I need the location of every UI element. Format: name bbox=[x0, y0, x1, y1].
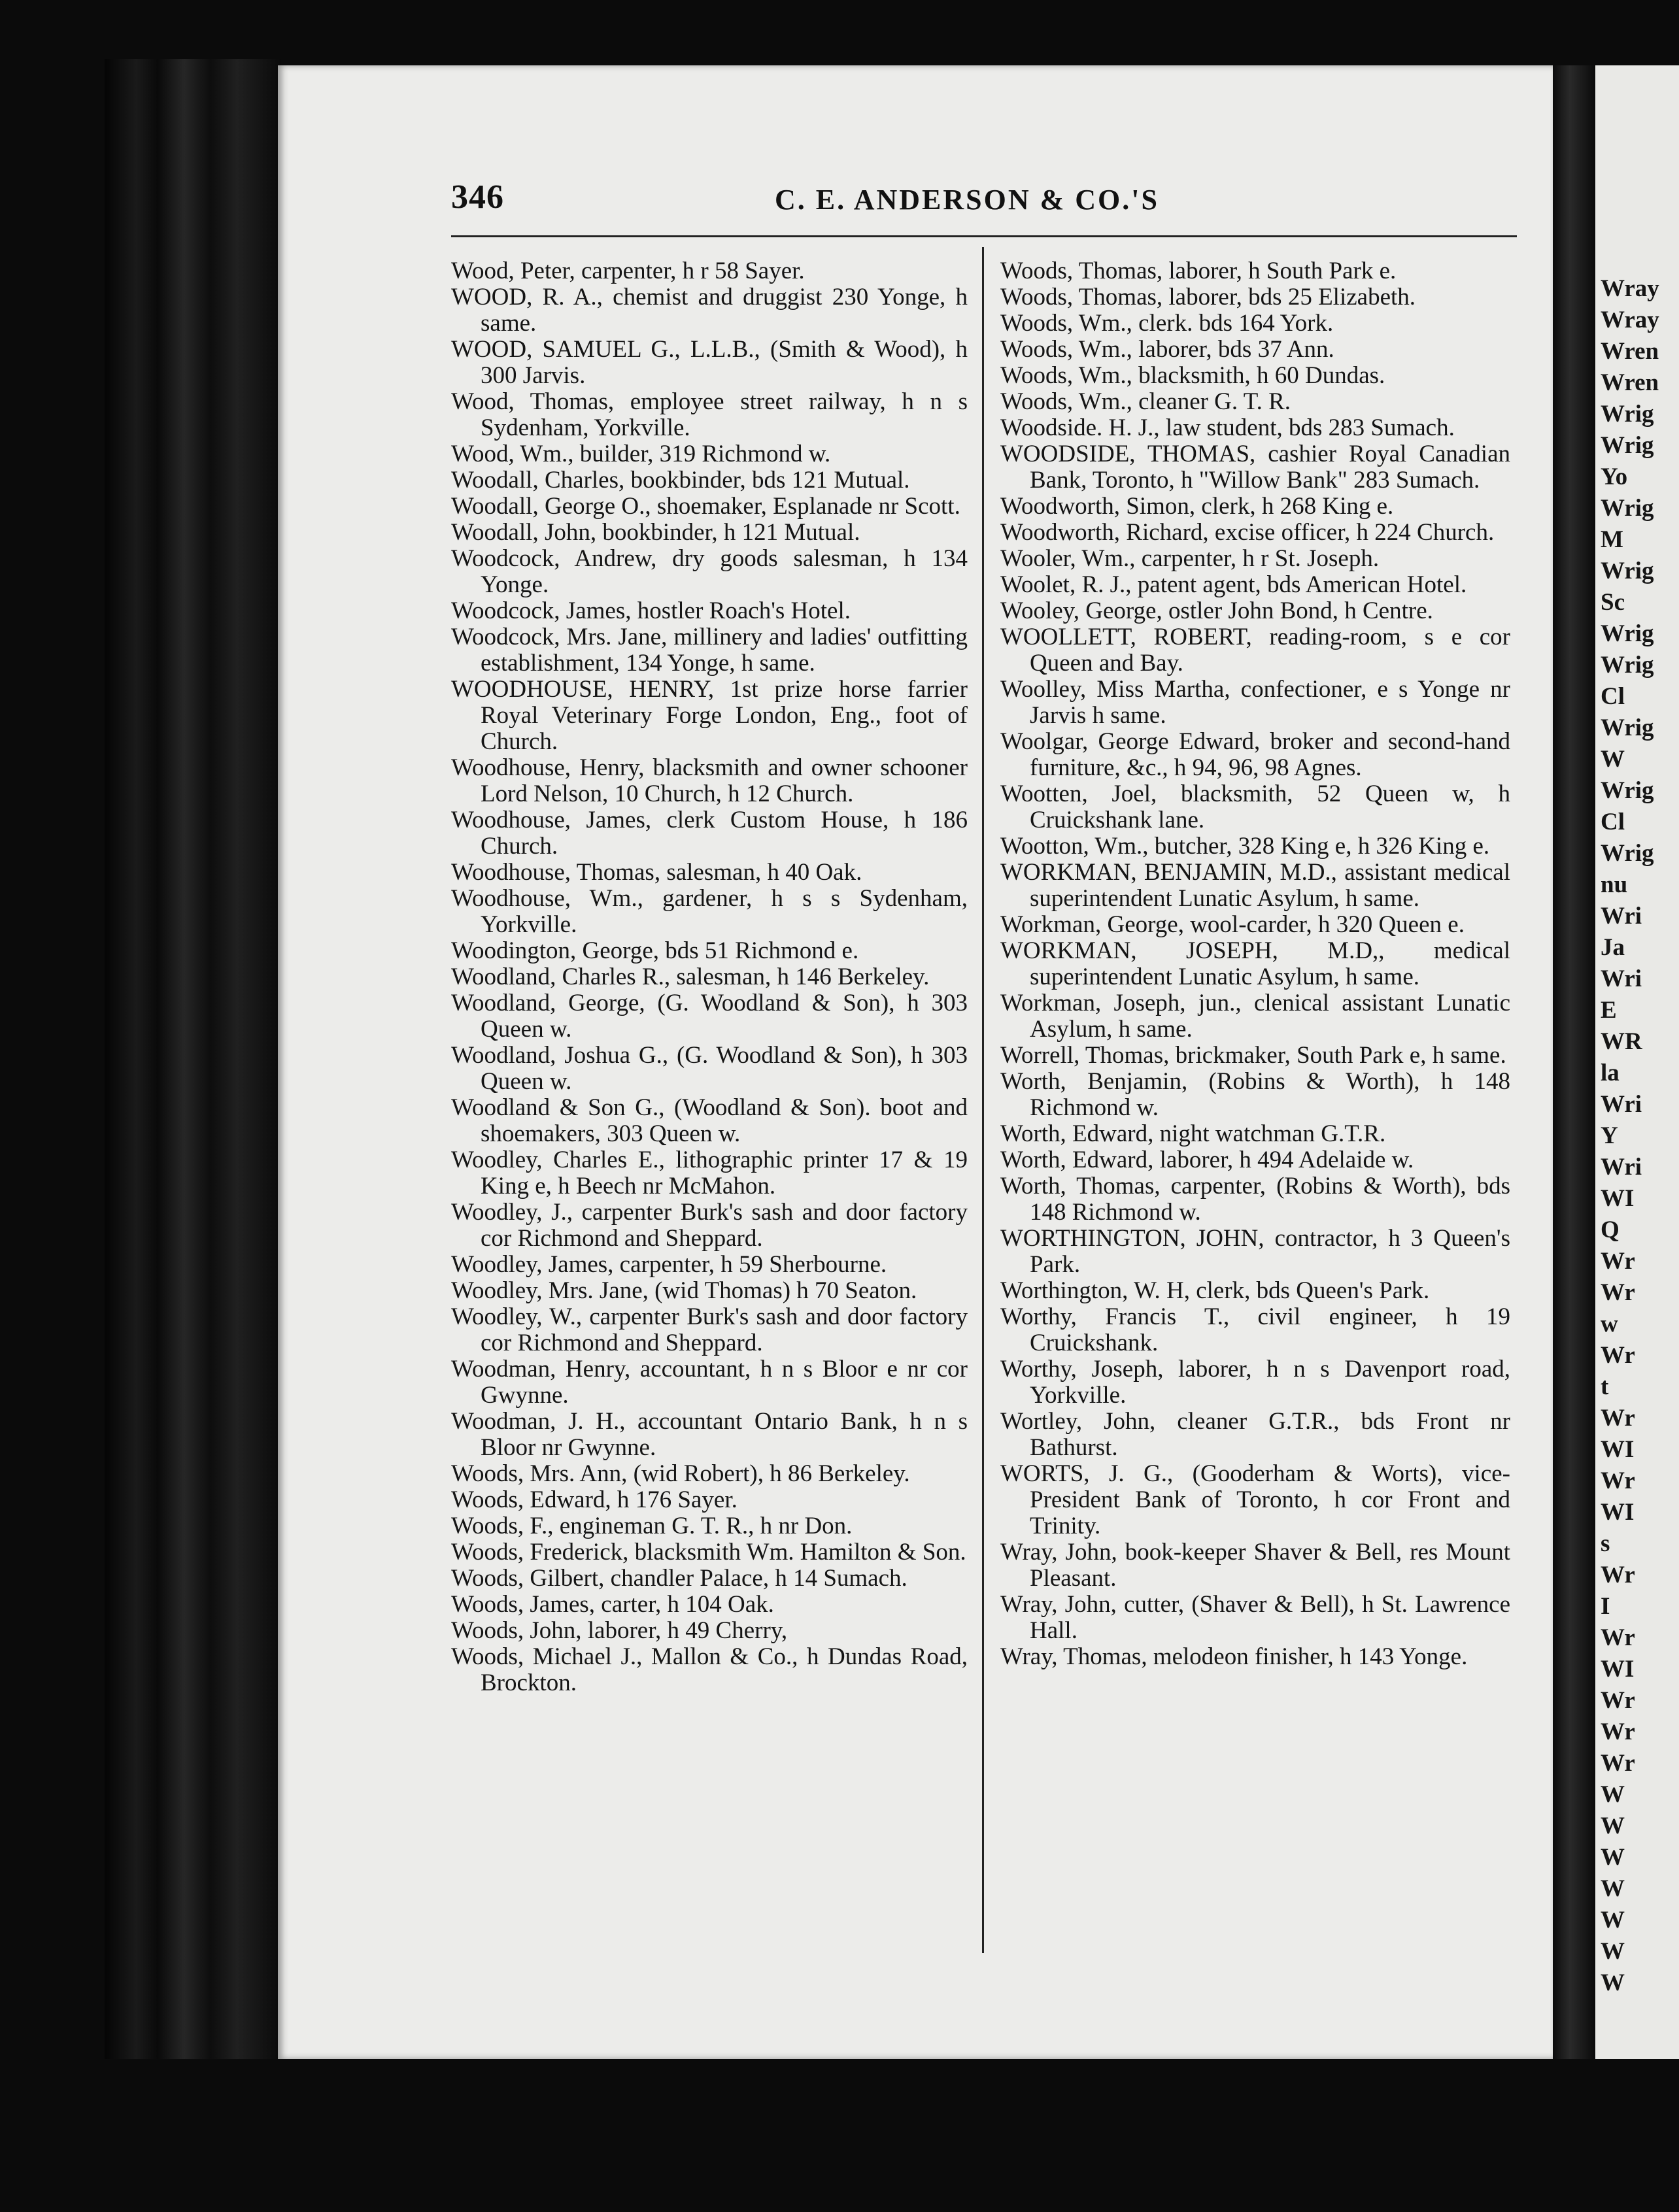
directory-entry: Woodworth, Simon, clerk, h 268 King e. bbox=[1000, 493, 1394, 520]
adjacent-page-fragment: Y bbox=[1601, 1122, 1618, 1149]
adjacent-page-fragment: Wrig bbox=[1601, 714, 1654, 741]
directory-entry: WOOLLETT, ROBERT, reading-room, s e cor Queen and Bay. bbox=[1000, 624, 1510, 677]
directory-entry: Woods, Edward, h 176 Sayer. bbox=[451, 1486, 738, 1513]
directory-entry: Wood, Thomas, employee street railway, h n s Sydenham, Yorkville. bbox=[451, 388, 968, 441]
directory-entry: Wray, John, cutter, (Shaver & Bell), h St. Lawrence Hall. bbox=[1000, 1591, 1510, 1644]
adjacent-page-fragment: Wr bbox=[1601, 1405, 1635, 1432]
adjacent-page-fragment: I bbox=[1601, 1593, 1610, 1620]
directory-entry: WORTHINGTON, JOHN, contractor, h 3 Queen's Park. bbox=[1000, 1225, 1510, 1278]
page-gutter bbox=[1553, 65, 1595, 2059]
adjacent-page-fragment: Wri bbox=[1601, 1091, 1642, 1118]
directory-entry: Woods, F., engineman G. T. R., h nr Don. bbox=[451, 1513, 853, 1539]
right-column bbox=[1000, 258, 1510, 1670]
directory-entry: Worthy, Joseph, laborer, h n s Davenport road, Yorkville. bbox=[1000, 1356, 1510, 1409]
adjacent-page-fragment: Wrig bbox=[1601, 401, 1654, 427]
directory-entry: Wortley, John, cleaner G.T.R., bds Front nr Bathurst. bbox=[1000, 1408, 1510, 1461]
adjacent-page-fragment: Yo bbox=[1601, 463, 1628, 490]
directory-entry: Woodside. H. J., law student, bds 283 Sumach. bbox=[1000, 414, 1455, 441]
adjacent-page-fragment: Ja bbox=[1601, 934, 1625, 961]
adjacent-page-fragment: M bbox=[1601, 526, 1623, 553]
directory-entry: Woodley, Charles E., lithographic printer 17 & 19 King e, h Beech nr McMahon. bbox=[451, 1147, 968, 1199]
adjacent-page-fragment: w bbox=[1601, 1311, 1618, 1337]
directory-entry: Woodhouse, Thomas, salesman, h 40 Oak. bbox=[451, 859, 862, 886]
adjacent-page-fragment: Wr bbox=[1601, 1467, 1635, 1494]
adjacent-page-fragment: nu bbox=[1601, 871, 1628, 898]
adjacent-page-fragment: Wr bbox=[1601, 1718, 1635, 1745]
directory-entry: WORKMAN, BENJAMIN, M.D., assistant medical superintendent Lunatic Asylum, h same. bbox=[1000, 859, 1510, 912]
adjacent-page-fragment: Wri bbox=[1601, 903, 1642, 930]
directory-entry: WOODSIDE, THOMAS, cashier Royal Canadian Bank, Toronto, h "Willow Bank" 283 Sumach. bbox=[1000, 441, 1510, 494]
adjacent-page-edge bbox=[1595, 65, 1679, 2059]
adjacent-page-fragment: Wr bbox=[1601, 1687, 1635, 1714]
adjacent-page-fragment: Wrig bbox=[1601, 558, 1654, 584]
directory-entry: Woods, Gilbert, chandler Palace, h 14 Sumach. bbox=[451, 1565, 907, 1592]
adjacent-page-fragment: s bbox=[1601, 1530, 1610, 1557]
adjacent-page-fragment: E bbox=[1601, 997, 1617, 1024]
directory-entry: Woodley, W., carpenter Burk's sash and door factory cor Richmond and Sheppard. bbox=[451, 1303, 968, 1356]
directory-entry: WORKMAN, JOSEPH, M.D,, medical superintendent Lunatic Asylum, h same. bbox=[1000, 937, 1510, 990]
adjacent-page-fragment: Wrig bbox=[1601, 652, 1654, 679]
directory-entry: Wood, Wm., builder, 319 Richmond w. bbox=[451, 441, 831, 467]
adjacent-page-fragment: WI bbox=[1601, 1499, 1635, 1526]
directory-entry: Woods, Thomas, laborer, h South Park e. bbox=[1000, 258, 1397, 284]
adjacent-page-fragment: Wri bbox=[1601, 1154, 1642, 1181]
directory-entry: Wooler, Wm., carpenter, h r St. Joseph. bbox=[1000, 545, 1380, 572]
adjacent-page-fragment: W bbox=[1601, 1938, 1625, 1965]
directory-entry: Woodall, George O., shoemaker, Esplanade nr Scott. bbox=[451, 493, 960, 520]
adjacent-page-fragment: Wr bbox=[1601, 1750, 1635, 1777]
adjacent-page-fragment: WI bbox=[1601, 1656, 1635, 1683]
adjacent-page-fragment: Wr bbox=[1601, 1562, 1635, 1588]
adjacent-page-fragment: Wren bbox=[1601, 338, 1659, 365]
directory-entry: Woodworth, Richard, excise officer, h 224 Church. bbox=[1000, 519, 1495, 546]
directory-entry: Woods, John, laborer, h 49 Cherry, bbox=[451, 1617, 788, 1644]
adjacent-page-fragment: Wray bbox=[1601, 307, 1659, 333]
adjacent-page-fragment: Wren bbox=[1601, 369, 1659, 396]
adjacent-page-fragment: Wr bbox=[1601, 1342, 1635, 1369]
adjacent-page-fragment: Wri bbox=[1601, 965, 1642, 992]
directory-entry: Woodcock, Mrs. Jane, millinery and ladies' outfitting establishment, 134 Yonge, h same. bbox=[451, 624, 968, 677]
directory-entry: Woodland, Joshua G., (G. Woodland & Son), h 303 Queen w. bbox=[451, 1042, 968, 1095]
directory-entry: Workman, George, wool-carder, h 320 Queen e. bbox=[1000, 911, 1465, 938]
directory-entry: Woodley, James, carpenter, h 59 Sherbourne. bbox=[451, 1251, 887, 1278]
directory-entry: Woodley, J., carpenter Burk's sash and door factory cor Richmond and Sheppard. bbox=[451, 1199, 968, 1252]
directory-entry: Woodhouse, Wm., gardener, h s s Sydenham, Yorkville. bbox=[451, 885, 968, 938]
directory-entry: Woods, Wm., clerk. bds 164 York. bbox=[1000, 310, 1334, 337]
directory-entry: Worth, Edward, laborer, h 494 Adelaide w. bbox=[1000, 1147, 1414, 1173]
directory-entry: Wood, Peter, carpenter, h r 58 Sayer. bbox=[451, 258, 805, 284]
directory-entry: WOOD, R. A., chemist and druggist 230 Yonge, h same. bbox=[451, 284, 968, 337]
adjacent-page-fragment: W bbox=[1601, 1875, 1625, 1902]
adjacent-page-fragment: W bbox=[1601, 1813, 1625, 1839]
adjacent-page-fragment: W bbox=[1601, 1969, 1625, 1996]
directory-entry: Woodington, George, bds 51 Richmond e. bbox=[451, 937, 859, 964]
column-divider bbox=[982, 247, 984, 1953]
directory-entry: Woodland, Charles R., salesman, h 146 Berkeley. bbox=[451, 964, 930, 990]
directory-entry: Woods, James, carter, h 104 Oak. bbox=[451, 1591, 774, 1618]
directory-entry: Woolgar, George Edward, broker and second-hand furniture, &c., h 94, 96, 98 Agnes. bbox=[1000, 728, 1510, 781]
directory-entry: Woodcock, James, hostler Roach's Hotel. bbox=[451, 597, 851, 624]
directory-entry: Woods, Wm., blacksmith, h 60 Dundas. bbox=[1000, 362, 1385, 389]
adjacent-page-fragment: Wr bbox=[1601, 1624, 1635, 1651]
adjacent-page-fragment: W bbox=[1601, 1844, 1625, 1871]
left-column bbox=[451, 258, 968, 1696]
directory-entry: Wray, John, book-keeper Shaver & Bell, res Mount Pleasant. bbox=[1000, 1539, 1510, 1592]
adjacent-page-fragment: W bbox=[1601, 1781, 1625, 1808]
directory-entry: Woodall, Charles, bookbinder, bds 121 Mutual. bbox=[451, 467, 910, 494]
directory-entry: Woodman, J. H., accountant Ontario Bank, h n s Bloor nr Gwynne. bbox=[451, 1408, 968, 1461]
directory-entry: Woodall, John, bookbinder, h 121 Mutual. bbox=[451, 519, 860, 546]
adjacent-page-fragment: Wray bbox=[1601, 275, 1659, 302]
adjacent-page-fragment: Wrig bbox=[1601, 777, 1654, 804]
directory-entry: Woodman, Henry, accountant, h n s Bloor e nr cor Gwynne. bbox=[451, 1356, 968, 1409]
running-head: C. E. ANDERSON & CO.'S bbox=[775, 184, 1159, 216]
adjacent-page-fragment: WI bbox=[1601, 1436, 1635, 1463]
adjacent-page-fragment: Wrig bbox=[1601, 840, 1654, 867]
book-binding-edge bbox=[105, 59, 281, 2059]
directory-entry: Wootten, Joel, blacksmith, 52 Queen w, h Cruickshank lane. bbox=[1000, 780, 1510, 833]
directory-entry: Worthy, Francis T., civil engineer, h 19 Cruickshank. bbox=[1000, 1303, 1510, 1356]
adjacent-page-fragment: Q bbox=[1601, 1216, 1620, 1243]
adjacent-page-fragment: WI bbox=[1601, 1185, 1635, 1212]
directory-entry: Worth, Edward, night watchman G.T.R. bbox=[1000, 1120, 1386, 1147]
directory-entry: Wooley, George, ostler John Bond, h Centre. bbox=[1000, 597, 1433, 624]
adjacent-page-fragment: Cl bbox=[1601, 809, 1625, 835]
directory-entry: Woodley, Mrs. Jane, (wid Thomas) h 70 Seaton. bbox=[451, 1277, 917, 1304]
adjacent-page-fragment: Sc bbox=[1601, 589, 1625, 616]
adjacent-page-fragment: WR bbox=[1601, 1028, 1642, 1055]
directory-entry: WOODHOUSE, HENRY, 1st prize horse farrier Royal Veterinary Forge London, Eng., foot of Church. bbox=[451, 676, 968, 755]
directory-entry: Worrell, Thomas, brickmaker, South Park e, h same. bbox=[1000, 1042, 1506, 1069]
directory-entry: Woods, Frederick, blacksmith Wm. Hamilton & Son. bbox=[451, 1539, 966, 1566]
directory-entry: Woodcock, Andrew, dry goods salesman, h 134 Yonge. bbox=[451, 545, 968, 598]
adjacent-page-fragment: Wrig bbox=[1601, 620, 1654, 647]
adjacent-page-fragment: t bbox=[1601, 1373, 1609, 1400]
directory-entry: Woodland, George, (G. Woodland & Son), h 303 Queen w. bbox=[451, 990, 968, 1043]
adjacent-page-fragment: Wr bbox=[1601, 1248, 1635, 1275]
adjacent-page-fragment: Cl bbox=[1601, 683, 1625, 710]
directory-entry: Wray, Thomas, melodeon finisher, h 143 Yonge. bbox=[1000, 1643, 1468, 1670]
directory-entry: Woodhouse, Henry, blacksmith and owner schooner Lord Nelson, 10 Church, h 12 Church. bbox=[451, 754, 968, 807]
header-rule bbox=[451, 235, 1517, 237]
directory-entry: Wootton, Wm., butcher, 328 King e, h 326 King e. bbox=[1000, 833, 1490, 860]
directory-entry: Woods, Michael J., Mallon & Co., h Dundas Road, Brockton. bbox=[451, 1643, 968, 1696]
directory-entry: Worth, Thomas, carpenter, (Robins & Worth), bds 148 Richmond w. bbox=[1000, 1173, 1510, 1226]
directory-entry: Woodland & Son G., (Woodland & Son). boot and shoemakers, 303 Queen w. bbox=[451, 1094, 968, 1147]
directory-entry: Woods, Wm., cleaner G. T. R. bbox=[1000, 388, 1291, 415]
directory-entry: Woods, Mrs. Ann, (wid Robert), h 86 Berkeley. bbox=[451, 1460, 910, 1487]
directory-entry: Woods, Wm., laborer, bds 37 Ann. bbox=[1000, 336, 1334, 363]
directory-entry: Worth, Benjamin, (Robins & Worth), h 148 Richmond w. bbox=[1000, 1068, 1510, 1121]
page-number: 346 bbox=[451, 178, 504, 216]
directory-entry: Woolet, R. J., patent agent, bds American Hotel. bbox=[1000, 571, 1467, 598]
directory-entry: Workman, Joseph, jun., clenical assistant Lunatic Asylum, h same. bbox=[1000, 990, 1510, 1043]
directory-entry: Woods, Thomas, laborer, bds 25 Elizabeth. bbox=[1000, 284, 1416, 310]
adjacent-page-fragment: Wr bbox=[1601, 1279, 1635, 1306]
adjacent-page-fragment: W bbox=[1601, 1907, 1625, 1934]
directory-entry: WORTS, J. G., (Gooderham & Worts), vice-President Bank of Toronto, h cor Front and Trinity. bbox=[1000, 1460, 1510, 1539]
directory-entry: Woodhouse, James, clerk Custom House, h 186 Church. bbox=[451, 807, 968, 860]
adjacent-page-fragment: Wrig bbox=[1601, 495, 1654, 522]
directory-entry: Woolley, Miss Martha, confectioner, e s Yonge nr Jarvis h same. bbox=[1000, 676, 1510, 729]
directory-entry: WOOD, SAMUEL G., L.L.B., (Smith & Wood), h 300 Jarvis. bbox=[451, 336, 968, 389]
adjacent-page-fragment: la bbox=[1601, 1060, 1620, 1086]
adjacent-page-fragment: Wrig bbox=[1601, 432, 1654, 459]
directory-entry: Worthington, W. H, clerk, bds Queen's Park. bbox=[1000, 1277, 1430, 1304]
adjacent-page-fragment: W bbox=[1601, 746, 1625, 773]
